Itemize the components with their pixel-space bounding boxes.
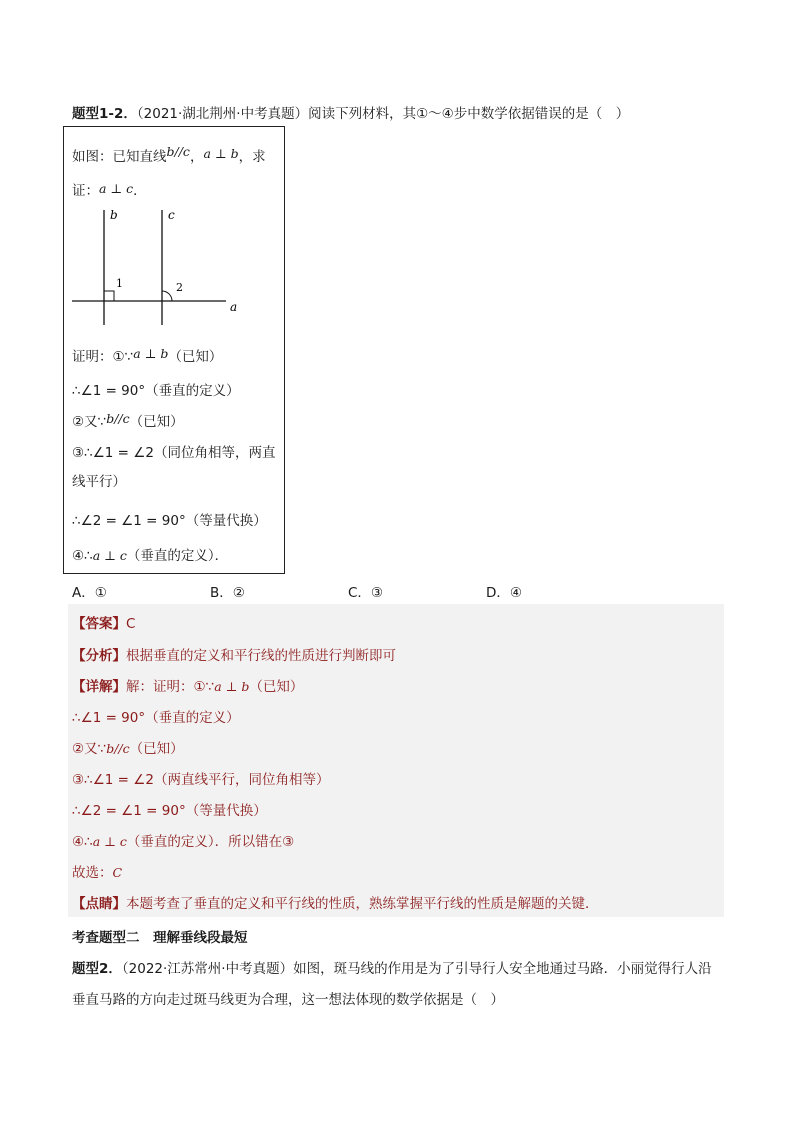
right-angle-mark xyxy=(104,291,114,301)
option-d[interactable]: D．④ xyxy=(486,585,522,601)
detail-line: ∴∠2 = ∠1 = 90°（等量代换） xyxy=(72,803,267,819)
section-heading: 考查题型二 理解垂线段最短 xyxy=(72,930,248,946)
material-line-1: 如图：已知直线b//c，a ⊥ b，求 xyxy=(72,144,266,165)
option-a[interactable]: A．① xyxy=(72,585,107,601)
material-line-2: 证：a ⊥ c． xyxy=(72,181,147,199)
option-c[interactable]: C．③ xyxy=(348,585,384,601)
geometry-figure xyxy=(70,207,260,325)
detail-line: ③∴∠1 = ∠2（两直线平行，同位角相等） xyxy=(72,772,330,788)
comment-line: 【点睛】本题考查了垂直的定义和平行线的性质，熟练掌握平行线的性质是解题的关键． xyxy=(72,896,599,912)
answer-panel xyxy=(68,604,724,917)
label-c: c xyxy=(168,208,175,222)
detail-line: 【详解】解：证明：①∵a ⊥ b（已知） xyxy=(72,679,304,695)
detail-line: ②又∵b//c（已知） xyxy=(72,741,184,757)
proof-line: 线平行） xyxy=(72,474,126,490)
question-2-line-2: 垂直马路的方向走过斑马线更为合理，这一想法体现的数学依据是（ ） xyxy=(72,992,504,1008)
analysis-line: 【分析】根据垂直的定义和平行线的性质进行判断即可 xyxy=(72,648,396,664)
question-2-line-1: 题型2．（2022·江苏常州·中考真题）如图，斑马线的作用是为了引导行人安全地通过马路．小丽觉得行人沿 xyxy=(72,961,712,977)
material-box xyxy=(63,126,285,574)
label-1: 1 xyxy=(116,277,123,290)
proof-line: ②又∵b//c（已知） xyxy=(72,411,184,430)
proof-line: ∴∠2 = ∠1 = 90°（等量代换） xyxy=(72,513,267,529)
option-b[interactable]: B．② xyxy=(210,585,245,601)
label-2: 2 xyxy=(176,281,183,294)
label-a: a xyxy=(230,300,238,314)
question-header xyxy=(72,102,629,122)
proof-line: ∴∠1 = 90°（垂直的定义） xyxy=(72,383,240,399)
question-label: 题型1-2． xyxy=(72,106,137,122)
proof-line: ④∴a ⊥ c（垂直的定义）． xyxy=(72,548,229,564)
detail-line: ④∴a ⊥ c（垂直的定义）．所以错在③ xyxy=(72,834,295,850)
angle-2-arc xyxy=(162,291,172,301)
answer-line: 【答案】C xyxy=(72,616,136,632)
proof-line: 证明：①∵a ⊥ b（已知） xyxy=(72,346,223,365)
choice-line: 故选：C xyxy=(72,865,123,881)
label-b: b xyxy=(110,208,118,222)
proof-line: ③∴∠1 = ∠2（同位角相等，两直 xyxy=(72,445,276,461)
question-stem: （2021·湖北荆州·中考真题）阅读下列材料，其①～④步中数学依据错误的是（ ） xyxy=(136,106,630,122)
detail-line: ∴∠1 = 90°（垂直的定义） xyxy=(72,710,240,726)
